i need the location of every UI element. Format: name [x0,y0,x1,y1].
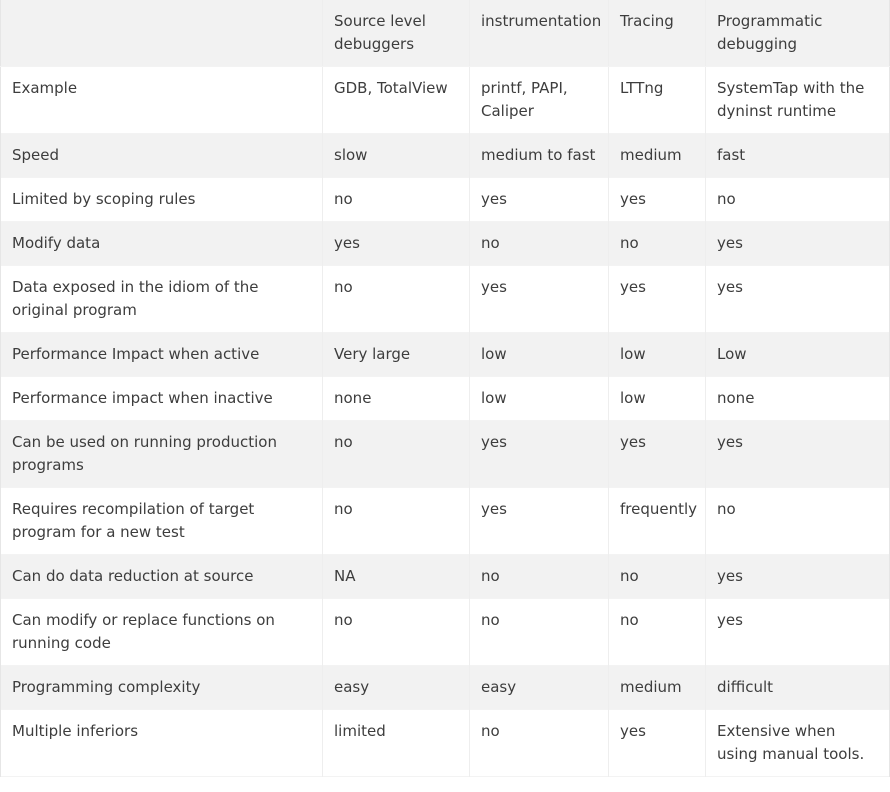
table-row [1,222,890,266]
row-label: Performance impact when inactive [1,377,323,421]
table-cell: yes [609,710,706,777]
row-label: Limited by scoping rules [1,178,323,222]
row-label: Requires recompilation of target program for a new test [1,488,323,555]
table-cell: limited [323,710,470,777]
header-cell-source-level-debuggers: Source level debuggers [323,0,470,67]
table-cell: none [323,377,470,421]
table-cell: easy [323,666,470,710]
table-cell: yes [470,178,609,222]
table-cell: Extensive when using manual tools. [706,710,890,777]
table-cell: no [323,488,470,555]
table-cell: easy [470,666,609,710]
table-cell: yes [323,222,470,266]
table-cell: low [470,377,609,421]
table-cell: medium [609,666,706,710]
table-cell: yes [609,178,706,222]
table-cell: SystemTap with the dyninst runtime [706,67,890,134]
row-label: Can be used on running production programs [1,421,323,488]
row-label: Performance Impact when active [1,333,323,377]
table-cell: low [609,333,706,377]
table-cell: yes [470,488,609,555]
header-cell-instrumentation: instrumentation [470,0,609,67]
table-row [1,710,890,777]
table-cell: no [323,178,470,222]
row-label: Programming complexity [1,666,323,710]
table-cell: no [470,599,609,666]
table-cell: yes [470,421,609,488]
table-row [1,134,890,178]
table-cell: low [609,377,706,421]
table-row [1,266,890,333]
table-cell: no [323,266,470,333]
table-cell: LTTng [609,67,706,134]
table-row [1,67,890,134]
table-row [1,666,890,710]
table-cell: no [706,488,890,555]
table-cell: yes [706,222,890,266]
header-cell-tracing: Tracing [609,0,706,67]
table-row [1,488,890,555]
table-cell: no [470,555,609,599]
row-label: Modify data [1,222,323,266]
table-cell: yes [706,555,890,599]
row-label: Speed [1,134,323,178]
table-cell: yes [609,421,706,488]
table-cell: no [609,555,706,599]
header-cell-programmatic-debugging: Programmatic debugging [706,0,890,67]
table-row [1,599,890,666]
table-cell: Low [706,333,890,377]
table-cell: GDB, TotalView [323,67,470,134]
table-cell: none [706,377,890,421]
row-label: Can modify or replace functions on running code [1,599,323,666]
header-cell-empty [1,0,323,67]
table-cell: medium to fast [470,134,609,178]
table-cell: frequently [609,488,706,555]
table-cell: no [609,222,706,266]
table-row [1,421,890,488]
table-cell: yes [609,266,706,333]
table-row [1,333,890,377]
table-cell: fast [706,134,890,178]
table-row [1,377,890,421]
table-cell: no [323,421,470,488]
table-row [1,555,890,599]
table-cell: no [609,599,706,666]
table-cell: difficult [706,666,890,710]
table-header-row [1,0,890,67]
table-cell: yes [706,599,890,666]
table-cell: yes [470,266,609,333]
table-cell: Very large [323,333,470,377]
table-cell: yes [706,421,890,488]
table-cell: slow [323,134,470,178]
row-label: Example [1,67,323,134]
table-cell: no [470,710,609,777]
table-cell: no [323,599,470,666]
row-label: Data exposed in the idiom of the original program [1,266,323,333]
table-cell: NA [323,555,470,599]
table-cell: medium [609,134,706,178]
table-row [1,178,890,222]
table-cell: yes [706,266,890,333]
table-cell: no [706,178,890,222]
table-cell: printf, PAPI, Caliper [470,67,609,134]
table-cell: no [470,222,609,266]
table-cell: low [470,333,609,377]
row-label: Multiple inferiors [1,710,323,777]
row-label: Can do data reduction at source [1,555,323,599]
